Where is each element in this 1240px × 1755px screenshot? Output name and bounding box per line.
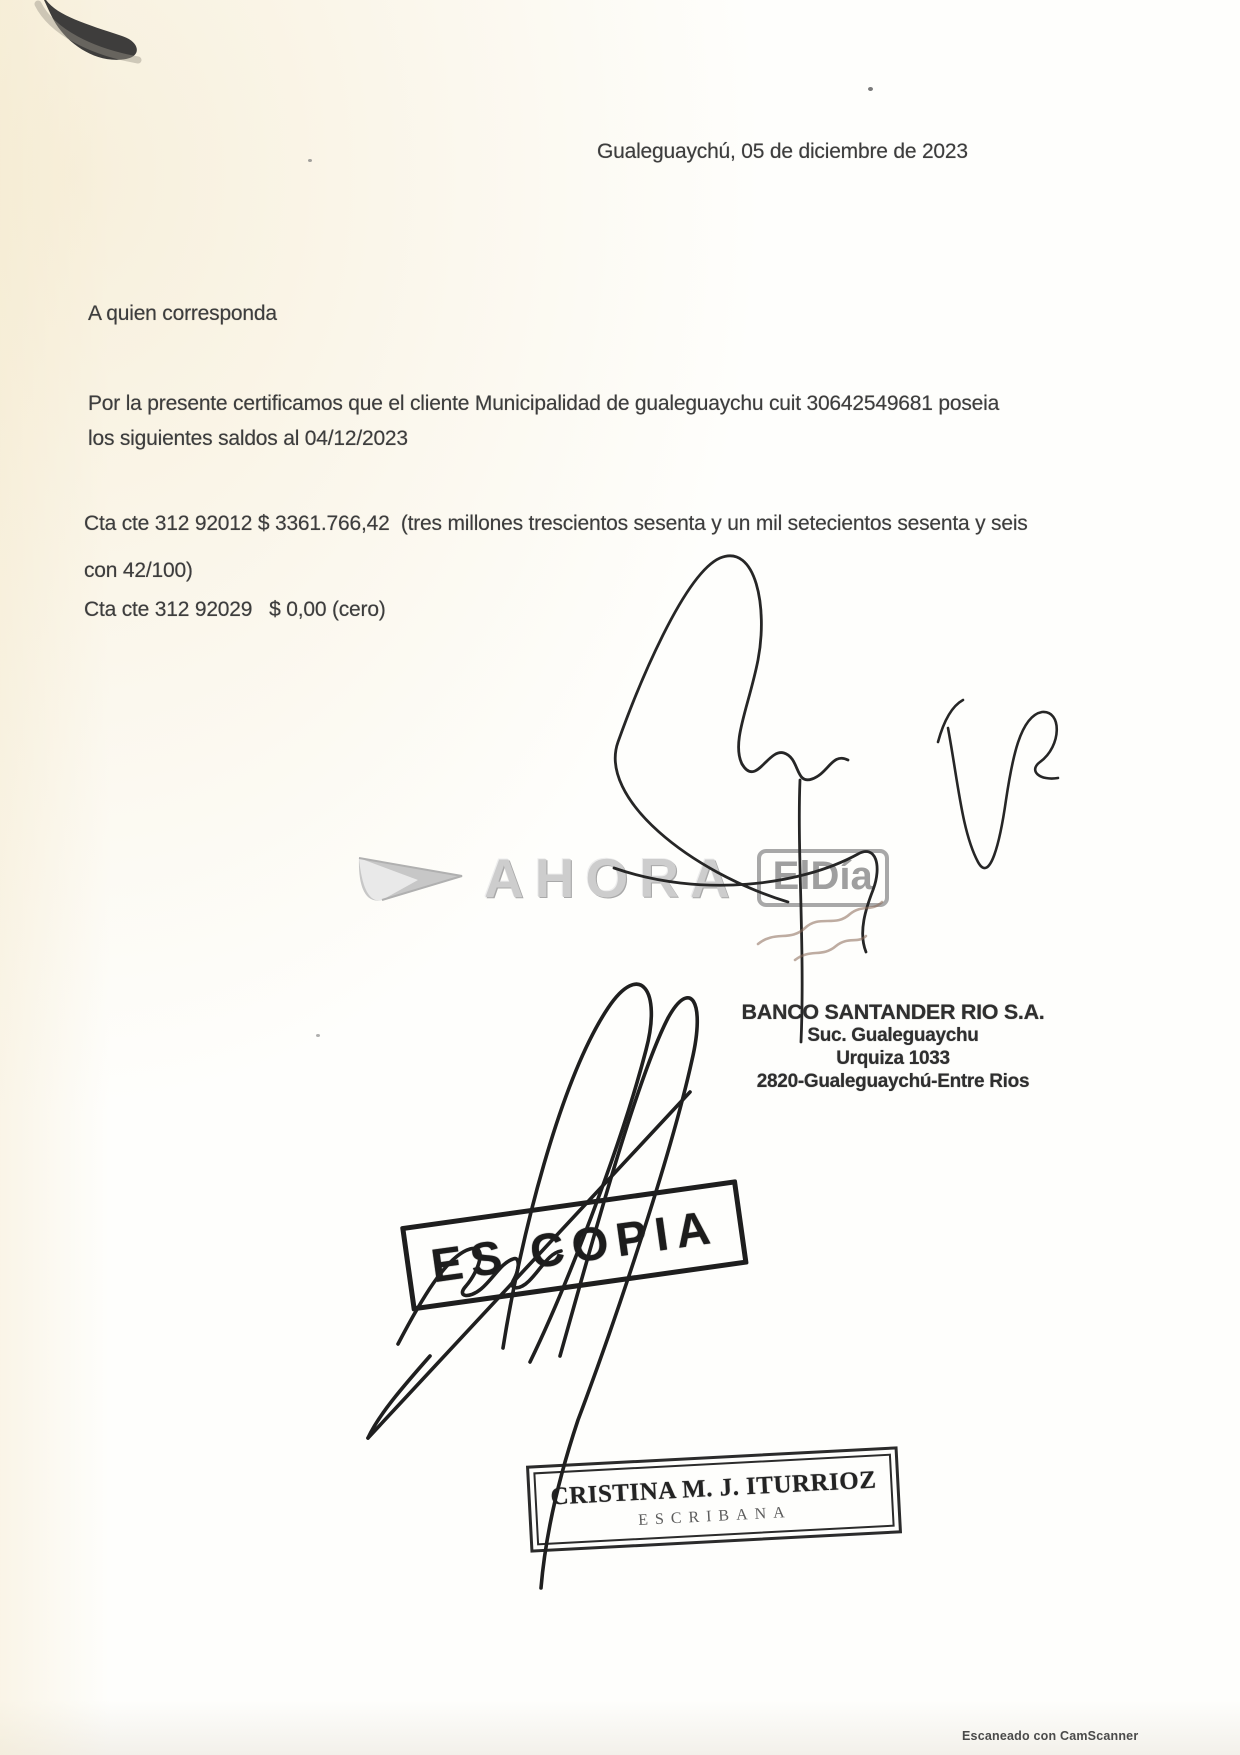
- camscanner-footer: Escaneado con CamScanner: [962, 1729, 1139, 1743]
- scan-speck: [868, 87, 873, 91]
- notary-name: CRISTINA M. J. ITURRIOZ: [549, 1466, 878, 1511]
- es-copia-label: ES COPIA: [427, 1199, 721, 1292]
- watermark-brand-text: AHORA: [484, 847, 741, 909]
- bank-officer-signature: [614, 556, 877, 1042]
- second-signature: [938, 700, 1058, 868]
- es-copia-stamp: [400, 1179, 749, 1311]
- notary-title: ESCRIBANA: [637, 1503, 793, 1529]
- salutation: A quien corresponda: [88, 302, 277, 325]
- account-balance-2: Cta cte 312 92029 $ 0,00 (cero): [84, 598, 386, 621]
- body-line-2: los siguientes saldos al 04/12/2023: [88, 427, 408, 450]
- account1-line-1: Cta cte 312 92012 $ 3361.766,42 (tres millones trescientos sesenta y un mil setecientos sesenta y seis: [84, 512, 1028, 535]
- bank-stamp-line: Suc. Gualeguaychu: [807, 1025, 979, 1046]
- bank-stamp-line: Urquiza 1033: [836, 1048, 950, 1069]
- notary-stamp-inner: [533, 1454, 894, 1546]
- watermark-suffix-text: ElDía: [757, 849, 889, 907]
- account1-line-2: con 42/100): [84, 559, 193, 582]
- faint-ink-stamp: [758, 902, 882, 960]
- scan-speck: [316, 1034, 320, 1037]
- page-corner-fold: [0, 0, 220, 110]
- body-paragraph: [88, 386, 999, 456]
- body-line-1: Por la presente certificamos que el cliente Municipalidad de gualeguaychu cuit 30642549681 poseia: [88, 392, 1000, 415]
- account-balance-1: [84, 500, 1028, 594]
- flag-logo-icon: [356, 846, 468, 910]
- notary-stamp: [526, 1446, 902, 1552]
- watermark-ahora-eldia: [356, 846, 889, 910]
- bank-stamp-line: 2820-Gualeguaychú-Entre Rios: [756, 1071, 1030, 1092]
- bank-stamp-line: BANCO SANTANDER RIO S.A.: [741, 1000, 1045, 1024]
- date-line: Gualeguaychú, 05 de diciembre de 2023: [597, 140, 968, 163]
- scan-speck: [308, 159, 312, 162]
- bank-stamp: [733, 1000, 1053, 1093]
